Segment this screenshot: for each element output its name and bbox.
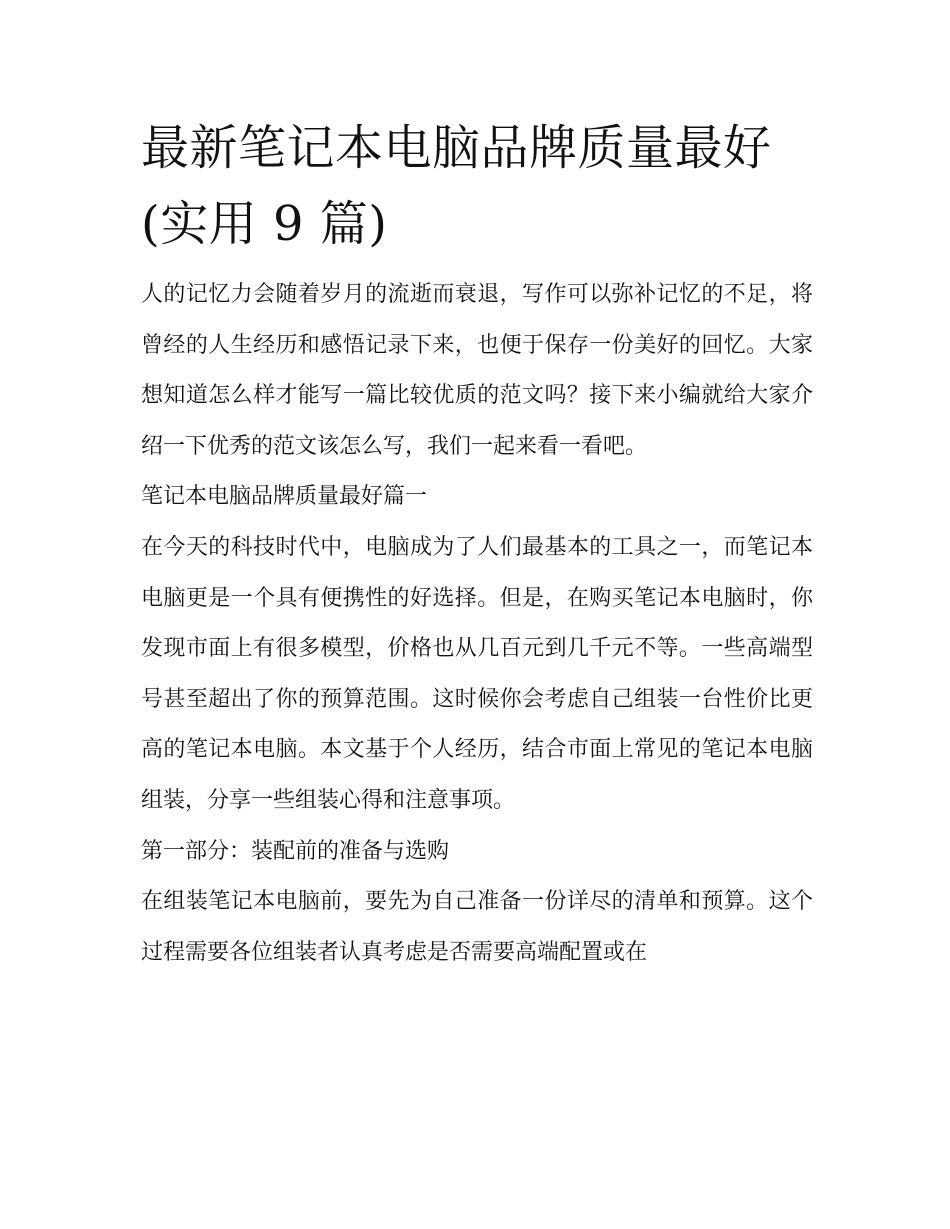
document-page [141,110,813,978]
part-paragraph: 在组装笔记本电脑前，要先为自己准备一份详尽的清单和预算。这个过程需要各位组装者认真考虑是否需要高端配置或在 [141,889,813,965]
title-line-1: 最新笔记本电脑品牌质量最好 [141,120,772,176]
section-paragraph: 在今天的科技时代中，电脑成为了人们最基本的工具之一，而笔记本电脑更是一个具有便携性的好选择。但是，在购买笔记本电脑时，你发现市面上有很多模型，价格也从几百元到几千元不等。一些高端型号甚至超出了你的预算范围。这时候你会考虑自己组装一台性价比更高的笔记本电脑。本文基于个人经历，结合市面上常见的笔记本电脑组装，分享一些组装心得和注意事项。 [141,534,813,813]
document-title [141,110,813,262]
document-body [141,270,813,978]
intro-paragraph: 人的记忆力会随着岁月的流逝而衰退，写作可以弥补记忆的不足，将曾经的人生经历和感悟记录下来，也便于保存一份美好的回忆。大家想知道怎么样才能写一篇比较优质的范文吗？接下来小编就给大家介绍一下优秀的范文该怎么写，我们一起来看一看吧。 [141,282,813,459]
section-heading: 笔记本电脑品牌质量最好篇一 [141,484,428,510]
part-heading: 第一部分：装配前的准备与选购 [141,838,450,864]
title-line-2: (实用 9 篇) [141,196,388,252]
